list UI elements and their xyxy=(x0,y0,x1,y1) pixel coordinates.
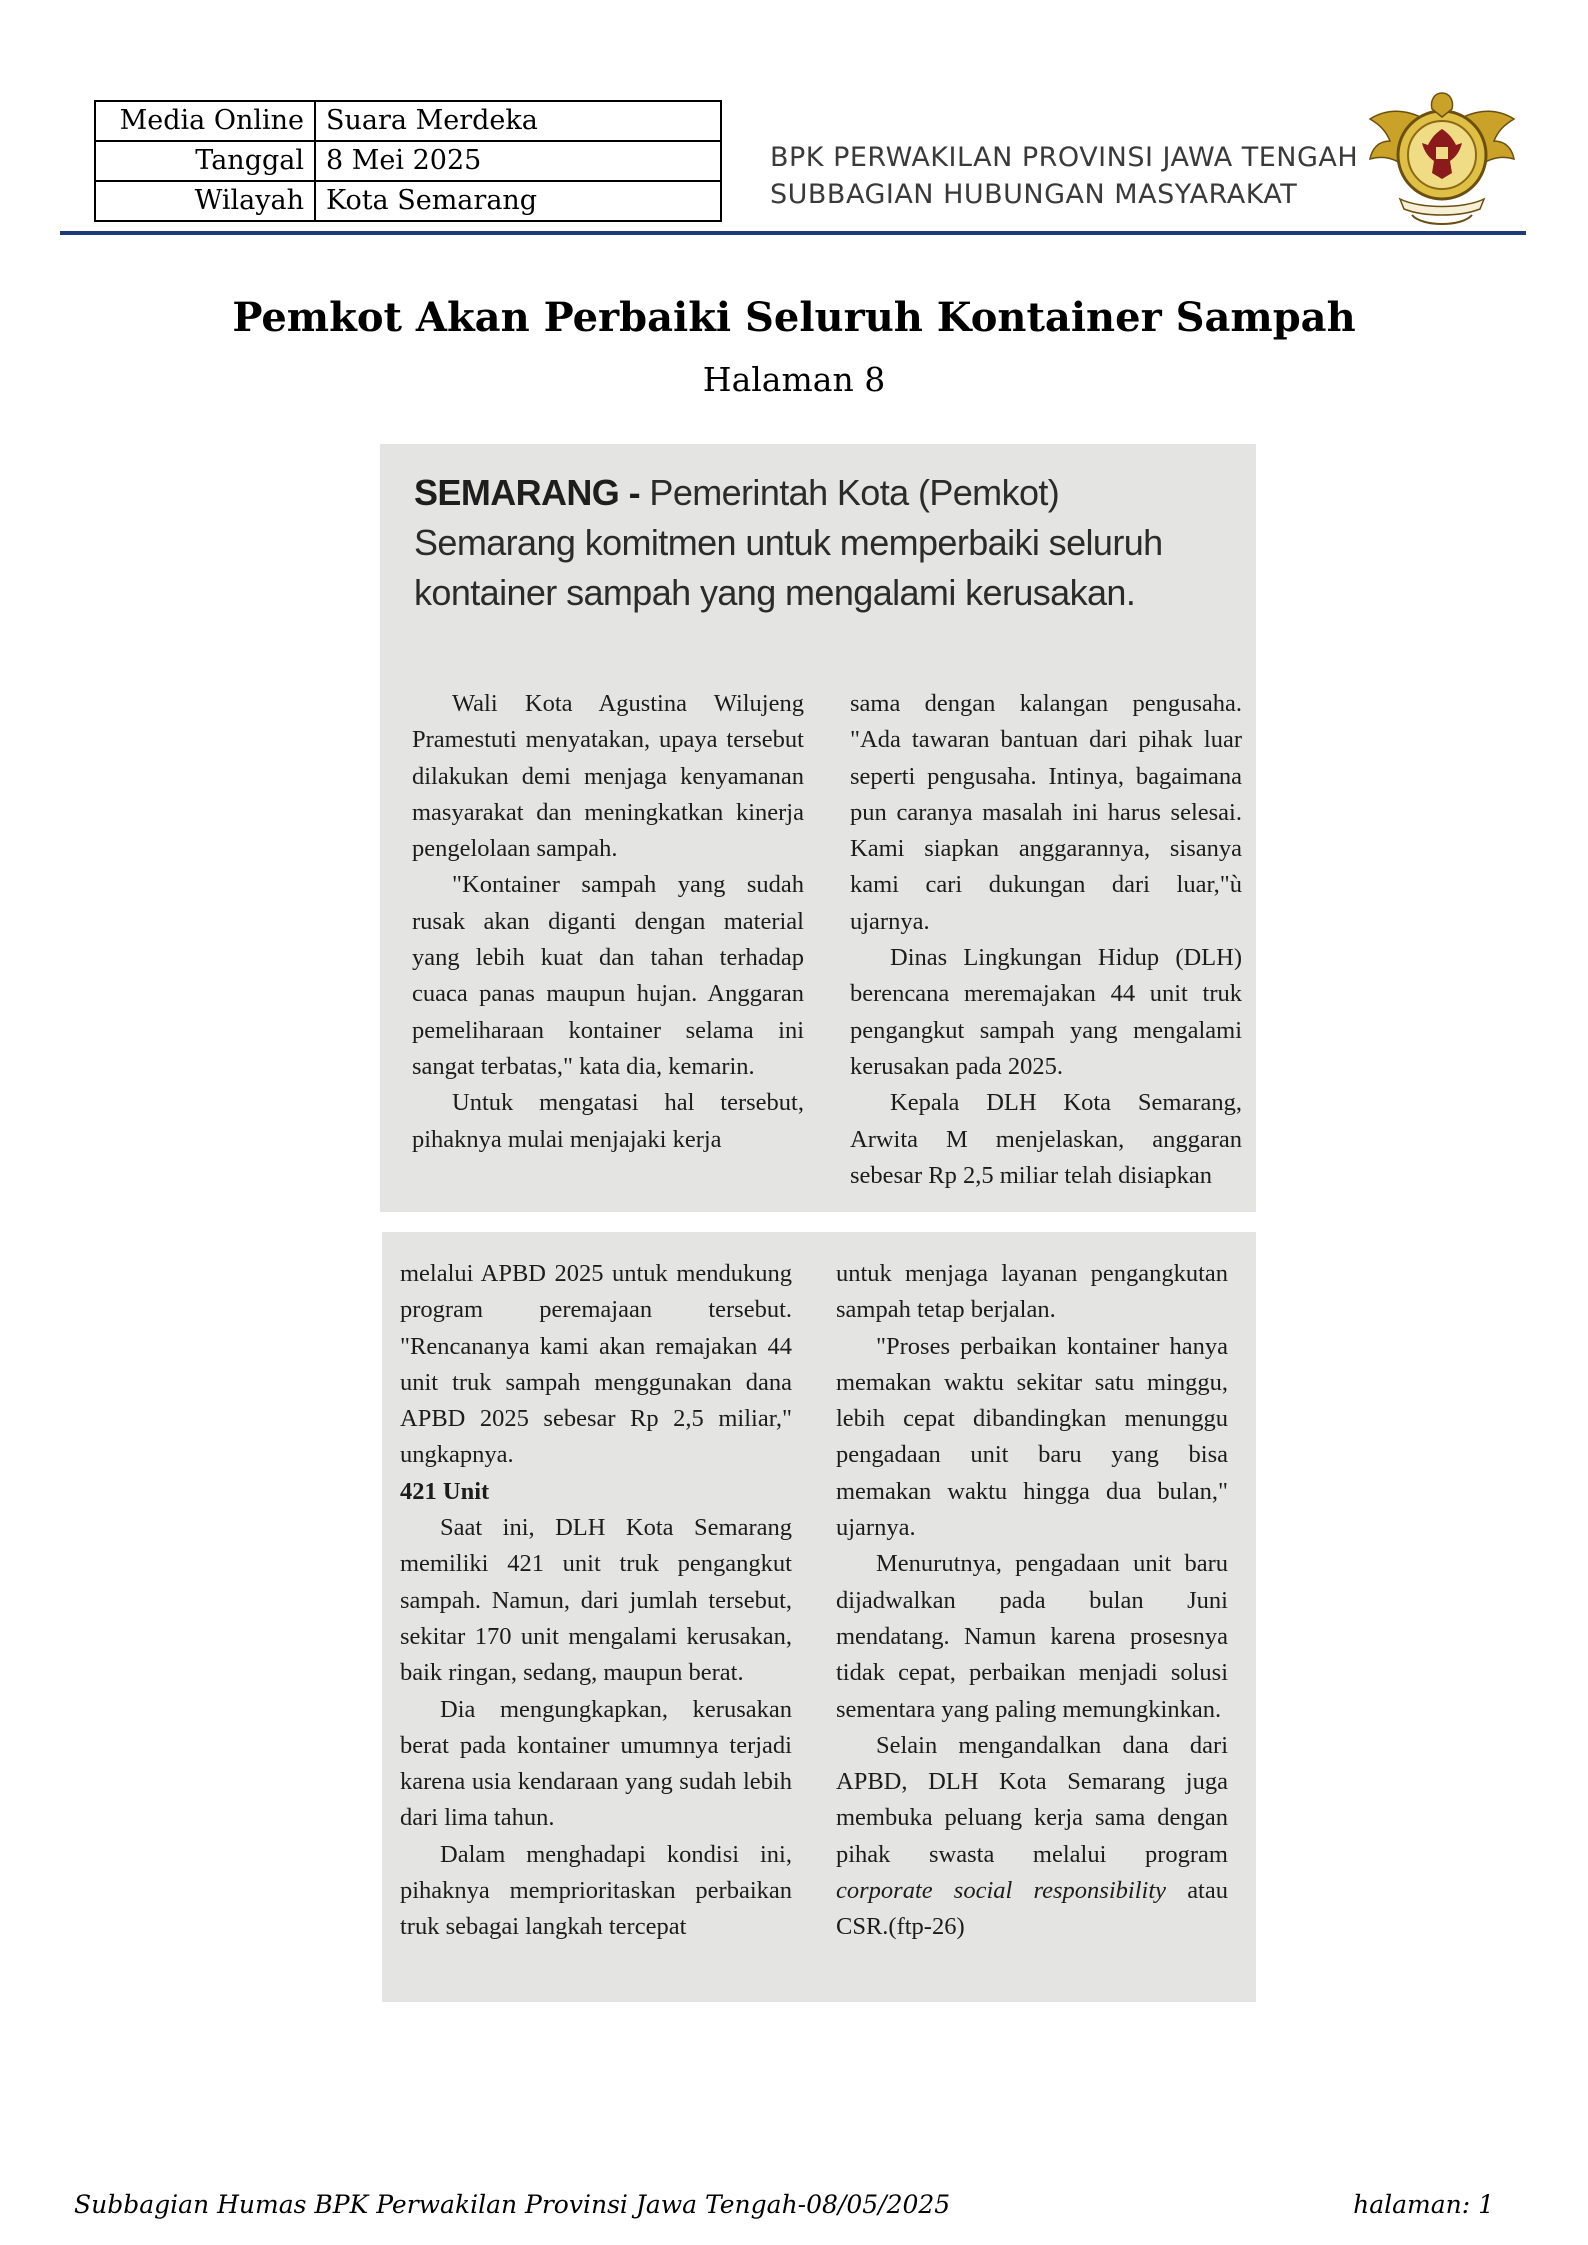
paragraph: sama dengan kalangan pengusaha. "Ada tawaran bantuan dari pihak luar seperti pengusaha. Intinya, bagaimana pun caranya masalah ini harus selesai. Kami siapkan anggarannya, sisanya kami cari dukungan dari luar,"ù ujarnya. xyxy=(850,690,1242,935)
closing-italic: corporate social responsibility xyxy=(836,1877,1166,1905)
footer-source: Subbagian Humas BPK Perwakilan Provinsi Jawa Tengah-08/05/2025 xyxy=(74,2190,951,2219)
lead-dateline: SEMARANG - xyxy=(414,472,640,513)
media-info-table xyxy=(94,100,722,222)
paragraph: Wali Kota Agustina Wilujeng Pramestuti menyatakan, upaya tersebut dilakukan demi menjaga kenyamanan masyarakat dan meningkatkan kinerja pengelolaan sampah. xyxy=(412,690,804,863)
region-row xyxy=(95,181,721,221)
article-title: Pemkot Akan Perbaiki Seluruh Kontainer Sampah xyxy=(232,294,1356,341)
date-row xyxy=(95,141,721,181)
media-label: Media Online xyxy=(95,101,315,141)
date-value: 8 Mei 2025 xyxy=(315,141,721,181)
clip1-column-right xyxy=(850,686,1242,1194)
clip1-column-left xyxy=(412,686,804,1158)
footer-page-number: halaman: 1 xyxy=(1353,2190,1494,2219)
closing-text: Selain mengandalkan dana dari APBD, DLH Kota Semarang juga membuka peluang kerja sama dengan pihak swasta melalui program xyxy=(836,1731,1228,1868)
org-name: BPK PERWAKILAN PROVINSI JAWA TENGAH xyxy=(770,142,1359,173)
paragraph: Kepala DLH Kota Semarang, Arwita M menjelaskan, anggaran sebesar Rp 2,5 miliar telah disiapkan xyxy=(850,1089,1242,1189)
clip2-column-right xyxy=(836,1256,1228,1946)
subheading: 421 Unit xyxy=(400,1477,490,1505)
date-label: Tanggal xyxy=(95,141,315,181)
paragraph: untuk menjaga layanan pengangkutan sampah tetap berjalan. xyxy=(836,1260,1228,1324)
page-reference: Halaman 8 xyxy=(702,360,886,399)
paragraph: melalui APBD 2025 untuk mendukung program peremajaan tersebut. "Rencananya kami akan remajakan 44 unit truk sampah menggunakan dana APBD 2025 sebesar Rp 2,5 miliar," ungkapnya. xyxy=(400,1260,792,1469)
closing-end: atau CSR.(ftp-26) xyxy=(836,1877,1228,1941)
article-lead xyxy=(414,468,1214,618)
media-row xyxy=(95,101,721,141)
header-divider xyxy=(60,231,1526,235)
region-value: Kota Semarang xyxy=(315,181,721,221)
clipping-part-1 xyxy=(380,444,1256,1212)
paragraph: Dalam menghadapi kondisi ini, pihaknya memprioritaskan perbaikan truk sebagai langkah tercepat xyxy=(400,1840,792,1941)
media-value: Suara Merdeka xyxy=(315,101,721,141)
lead-text: Pemerintah Kota (Pemkot) Semarang komitmen untuk memperbaiki seluruh kontainer sampah yang mengalami kerusakan. xyxy=(414,472,1163,613)
closing-paragraph xyxy=(836,1728,1228,1946)
org-subdivision: SUBBAGIAN HUBUNGAN MASYARAKAT xyxy=(770,179,1298,210)
paragraph: "Proses perbaikan kontainer hanya memakan waktu sekitar satu minggu, lebih cepat dibandingkan menunggu pengadaan unit baru yang bisa memakan waktu hingga dua bulan," ujarnya. xyxy=(836,1332,1228,1542)
paragraph: Saat ini, DLH Kota Semarang memiliki 421 unit truk pengangkut sampah. Namun, dari jumlah tersebut, sekitar 170 unit mengalami kerusakan, baik ringan, sedang, maupun berat. xyxy=(400,1514,792,1687)
paragraph: Menurutnya, pengadaan unit baru dijadwalkan pada bulan Juni mendatang. Namun karena prosesnya tidak cepat, perbaikan menjadi solusi sementara yang paling memungkinkan. xyxy=(836,1550,1228,1723)
clip2-column-left xyxy=(400,1256,792,1946)
region-label: Wilayah xyxy=(95,181,315,221)
paragraph: "Kontainer sampah yang sudah rusak akan diganti dengan material yang lebih kuat dan tahan terhadap cuaca panas maupun hujan. Anggaran pemeliharaan kontainer selama ini sangat terbatas," kata dia, kemarin. xyxy=(412,871,804,1080)
clipping-part-2 xyxy=(382,1232,1256,2002)
paragraph: Dia mengungkapkan, kerusakan berat pada kontainer umumnya terjadi karena usia kendaraan yang sudah lebih dari lima tahun. xyxy=(400,1695,792,1832)
garuda-emblem-icon xyxy=(1362,75,1522,230)
paragraph: Dinas Lingkungan Hidup (DLH) berencana meremajakan 44 unit truk pengangkut sampah yang mengalami kerusakan pada 2025. xyxy=(850,944,1242,1080)
paragraph: Untuk mengatasi hal tersebut, pihaknya mulai menjajaki kerja xyxy=(412,1089,804,1153)
